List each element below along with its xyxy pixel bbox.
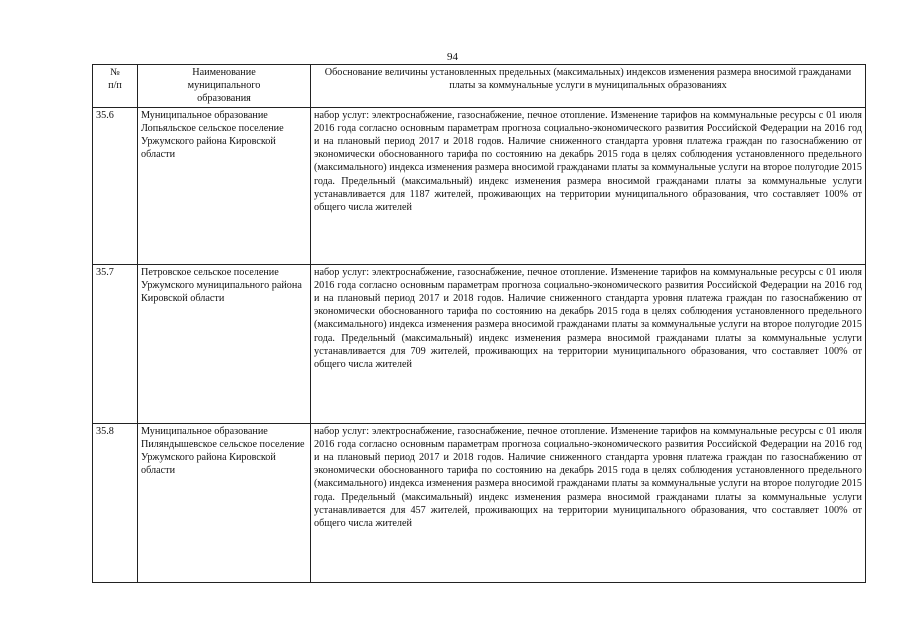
municipality-name: Петровское сельское поселение Уржумского муниципального района Кировской области: [138, 264, 311, 423]
header-desc: Обоснование величины установленных предельных (максимальных) индексов изменения размера вносимой гражданами платы за коммунальные услуги в муниципальных образованиях: [311, 65, 866, 108]
row-number: 35.7: [93, 264, 138, 423]
table-header-row: [93, 65, 866, 108]
table-row: [93, 423, 866, 582]
row-number: 35.6: [93, 107, 138, 264]
justification-text: набор услуг: электроснабжение, газоснабжение, печное отопление. Изменение тарифов на коммунальные ресурсы с 01 июля 2016 года согласно основным параметрам прогноза социально-экономического развития Российской Федерации на 2016 год и на плановый период 2017 и 2018 годов. Наличие сниженного стандарта уровня платежа граждан по газоснабжению от экономически обоснованного тарифа по состоянию на декабрь 2015 года в целях соблюдения установленного предельного (максимального) индекса изменения размера вносимой гражданами платы за коммунальные услуги на второе полугодие 2015 года. Предельный (максимальный) индекс изменения размера вносимой гражданами платы за коммунальные услуги устанавливается для 457 жителей, проживающих на территории муниципального образования, что составляет 100% от общего числа жителей: [311, 423, 866, 582]
row-number: 35.8: [93, 423, 138, 582]
justification-text: набор услуг: электроснабжение, газоснабжение, печное отопление. Изменение тарифов на коммунальные ресурсы с 01 июля 2016 года согласно основным параметрам прогноза социально-экономического развития Российской Федерации на 2016 год и на плановый период 2017 и 2018 годов. Наличие сниженного стандарта уровня платежа граждан по газоснабжению от экономически обоснованного тарифа по состоянию на декабрь 2015 года в целях соблюдения установленного предельного (максимального) индекса изменения размера вносимой гражданами платы за коммунальные услуги на второе полугодие 2015 года. Предельный (максимальный) индекс изменения размера вносимой гражданами платы за коммунальные услуги устанавливается для 709 жителей, проживающих на территории муниципального образования, что составляет 100% от общего числа жителей: [311, 264, 866, 423]
municipal-index-table: [92, 64, 866, 583]
page-number: 94: [447, 51, 458, 63]
table-row: [93, 107, 866, 264]
table-row: [93, 264, 866, 423]
municipality-name: Муниципальное образование Лопьяльское сельское поселение Уржумского района Кировской области: [138, 107, 311, 264]
justification-text: набор услуг: электроснабжение, газоснабжение, печное отопление. Изменение тарифов на коммунальные ресурсы с 01 июля 2016 года согласно основным параметрам прогноза социально-экономического развития Российской Федерации на 2016 год и на плановый период 2017 и 2018 годов. Наличие сниженного стандарта уровня платежа граждан по газоснабжению от экономически обоснованного тарифа по состоянию на декабрь 2015 года в целях соблюдения установленного предельного (максимального) индекса изменения размера вносимой гражданами платы за коммунальные услуги на второе полугодие 2015 года. Предельный (максимальный) индекс изменения размера вносимой гражданами платы за коммунальные услуги устанавливается для 1187 жителей, проживающих на территории муниципального образования, что составляет 100% от общего числа жителей: [311, 107, 866, 264]
municipality-name: Муниципальное образование Пиляндышевское сельское поселение Уржумского района Кировской области: [138, 423, 311, 582]
header-name: Наименование муниципального образования: [138, 65, 311, 108]
header-num: № п/п: [93, 65, 138, 108]
